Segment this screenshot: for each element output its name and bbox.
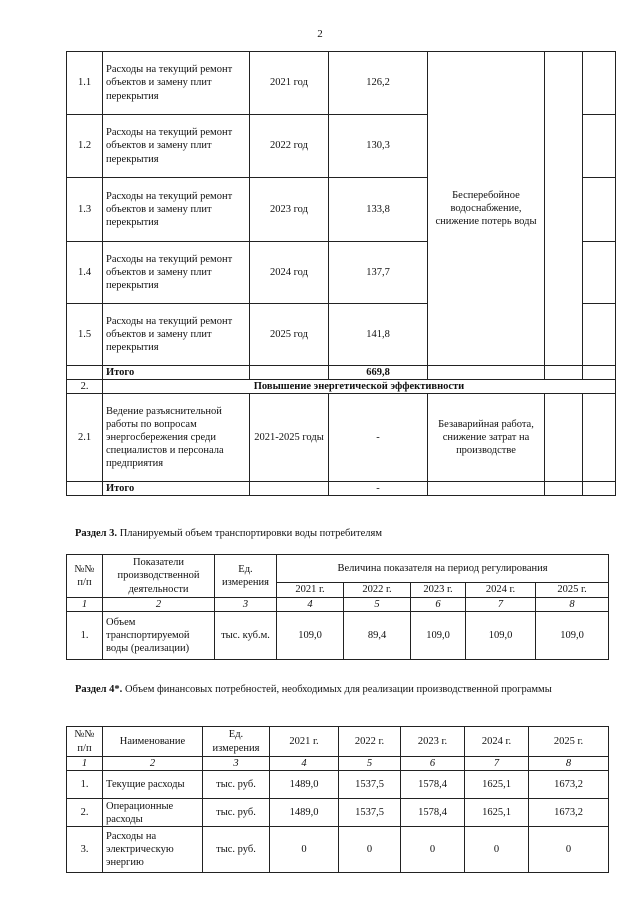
measures-table	[66, 51, 616, 496]
row-value: 1537,5	[339, 799, 401, 827]
row-name: Текущие расходы	[103, 771, 203, 799]
row-number: 1.2	[67, 115, 103, 178]
col-index: 7	[466, 598, 536, 612]
empty-cell	[583, 115, 616, 178]
empty-cell	[545, 394, 583, 482]
empty-cell	[67, 482, 103, 496]
row-period: 2021 год	[250, 52, 329, 115]
section-title-text: Планируемый объем транспортировки воды потребителям	[119, 528, 382, 539]
col-index: 1	[67, 598, 103, 612]
row-number: 1.	[67, 612, 103, 660]
row-period: 2021-2025 годы	[250, 394, 329, 482]
empty-cell	[583, 482, 616, 496]
row-value: 109,0	[536, 612, 609, 660]
row-value: 126,2	[329, 52, 428, 115]
row-value: 89,4	[344, 612, 411, 660]
section-3-heading	[75, 528, 382, 539]
row-number: 1.1	[67, 52, 103, 115]
total-label: Итого	[103, 366, 250, 380]
row-value: 0	[465, 827, 529, 873]
row-value: 137,7	[329, 242, 428, 304]
row-value: 109,0	[277, 612, 344, 660]
table-row	[67, 827, 609, 873]
row-period: 2025 год	[250, 304, 329, 366]
row-name: Объем транспортируемой воды (реализации)	[103, 612, 215, 660]
header-year: 2023 г.	[411, 583, 466, 598]
empty-cell	[250, 482, 329, 496]
col-index: 2	[103, 598, 215, 612]
empty-cell	[583, 242, 616, 304]
page-number: 2	[317, 28, 323, 40]
row-unit: тыс. руб.	[203, 771, 270, 799]
header-period: Величина показателя на период регулирования	[277, 555, 609, 583]
row-number: 2.1	[67, 394, 103, 482]
empty-cell	[67, 366, 103, 380]
header-year: 2024 г.	[465, 727, 529, 757]
row-value: 1578,4	[401, 771, 465, 799]
row-value: 1625,1	[465, 799, 529, 827]
empty-cell	[583, 366, 616, 380]
section-4-heading	[75, 684, 607, 695]
row-number: 1.3	[67, 178, 103, 242]
table-row	[67, 771, 609, 799]
col-index: 2	[103, 757, 203, 771]
total-value: 669,8	[329, 366, 428, 380]
table-row	[67, 799, 609, 827]
row-name: Расходы на текущий ремонт объектов и замену плит перекрытия	[103, 52, 250, 115]
col-index: 4	[277, 598, 344, 612]
col-index: 6	[401, 757, 465, 771]
row-value: 0	[270, 827, 339, 873]
row-unit: тыс. руб.	[203, 827, 270, 873]
empty-cell	[583, 52, 616, 115]
row-unit: тыс. куб.м.	[215, 612, 277, 660]
empty-cell	[250, 366, 329, 380]
col-index: 3	[203, 757, 270, 771]
header-row	[67, 727, 609, 757]
section-label: Раздел 3.	[75, 528, 118, 539]
col-index: 7	[465, 757, 529, 771]
row-period: 2023 год	[250, 178, 329, 242]
row-period: 2024 год	[250, 242, 329, 304]
row-value: 1537,5	[339, 771, 401, 799]
section-title-text: Объем финансовых потребностей, необходимых для реализации производственной программы	[124, 684, 552, 695]
row-value: 1489,0	[270, 771, 339, 799]
total-row	[67, 366, 616, 380]
row-value: 1673,2	[529, 771, 609, 799]
empty-cell	[583, 178, 616, 242]
header-year: 2025 г.	[536, 583, 609, 598]
col-index: 4	[270, 757, 339, 771]
row-number: 1.4	[67, 242, 103, 304]
section-title: Повышение энергетической эффективности	[103, 380, 616, 394]
row-value: 1673,2	[529, 799, 609, 827]
header-name: Показатели производственной деятельности	[103, 555, 215, 598]
row-value: 130,3	[329, 115, 428, 178]
section-number: 2.	[67, 380, 103, 394]
row-value: 1489,0	[270, 799, 339, 827]
row-number: 1.5	[67, 304, 103, 366]
index-row	[67, 598, 609, 612]
row-number: 3.	[67, 827, 103, 873]
index-row	[67, 757, 609, 771]
row-value: 109,0	[466, 612, 536, 660]
row-name: Расходы на текущий ремонт объектов и замену плит перекрытия	[103, 178, 250, 242]
row-name: Расходы на электрическую энергию	[103, 827, 203, 873]
header-unit: Ед. измерения	[215, 555, 277, 598]
col-index: 5	[339, 757, 401, 771]
header-year: 2021 г.	[277, 583, 344, 598]
table-row	[67, 394, 616, 482]
row-name: Расходы на текущий ремонт объектов и замену плит перекрытия	[103, 242, 250, 304]
total-row	[67, 482, 616, 496]
row-value: 0	[529, 827, 609, 873]
header-row	[67, 555, 609, 583]
financial-table	[66, 726, 609, 873]
empty-cell	[545, 482, 583, 496]
row-value: 0	[401, 827, 465, 873]
row-unit: тыс. руб.	[203, 799, 270, 827]
col-index: 5	[344, 598, 411, 612]
header-year: 2022 г.	[339, 727, 401, 757]
col-index: 8	[529, 757, 609, 771]
row-value: 1578,4	[401, 799, 465, 827]
row-value: 133,8	[329, 178, 428, 242]
row-effect: Безаварийная работа, снижение затрат на производстве	[428, 394, 545, 482]
header-year: 2021 г.	[270, 727, 339, 757]
col-index: 3	[215, 598, 277, 612]
row-value: -	[329, 394, 428, 482]
empty-cell	[428, 482, 545, 496]
empty-cell	[545, 366, 583, 380]
empty-cell	[428, 366, 545, 380]
row-number: 2.	[67, 799, 103, 827]
row-name: Операционные расходы	[103, 799, 203, 827]
col-index: 1	[67, 757, 103, 771]
header-year: 2024 г.	[466, 583, 536, 598]
empty-cell	[583, 304, 616, 366]
col-index: 8	[536, 598, 609, 612]
row-value: 109,0	[411, 612, 466, 660]
header-year: 2025 г.	[529, 727, 609, 757]
header-num: №№ п/п	[67, 555, 103, 598]
header-year: 2022 г.	[344, 583, 411, 598]
header-name: Наименование	[103, 727, 203, 757]
table-row	[67, 612, 609, 660]
header-num: №№ п/п	[67, 727, 103, 757]
row-value: 0	[339, 827, 401, 873]
section-row	[67, 380, 616, 394]
header-unit: Ед. измерения	[203, 727, 270, 757]
empty-cell	[545, 52, 583, 366]
total-label: Итого	[103, 482, 250, 496]
row-effect: Бесперебойное водоснабжение, снижение потерь воды	[428, 52, 545, 366]
row-period: 2022 год	[250, 115, 329, 178]
row-name: Расходы на текущий ремонт объектов и замену плит перекрытия	[103, 115, 250, 178]
row-value: 1625,1	[465, 771, 529, 799]
col-index: 6	[411, 598, 466, 612]
empty-cell	[583, 394, 616, 482]
total-value: -	[329, 482, 428, 496]
row-value: 141,8	[329, 304, 428, 366]
header-year: 2023 г.	[401, 727, 465, 757]
row-name: Ведение разъяснительной работы по вопросам энергосбережения среди специалистов и персонала предприятия	[103, 394, 250, 482]
row-name: Расходы на текущий ремонт объектов и замену плит перекрытия	[103, 304, 250, 366]
section-label: Раздел 4*.	[75, 684, 123, 695]
transport-table	[66, 554, 609, 660]
table-row	[67, 52, 616, 115]
row-number: 1.	[67, 771, 103, 799]
